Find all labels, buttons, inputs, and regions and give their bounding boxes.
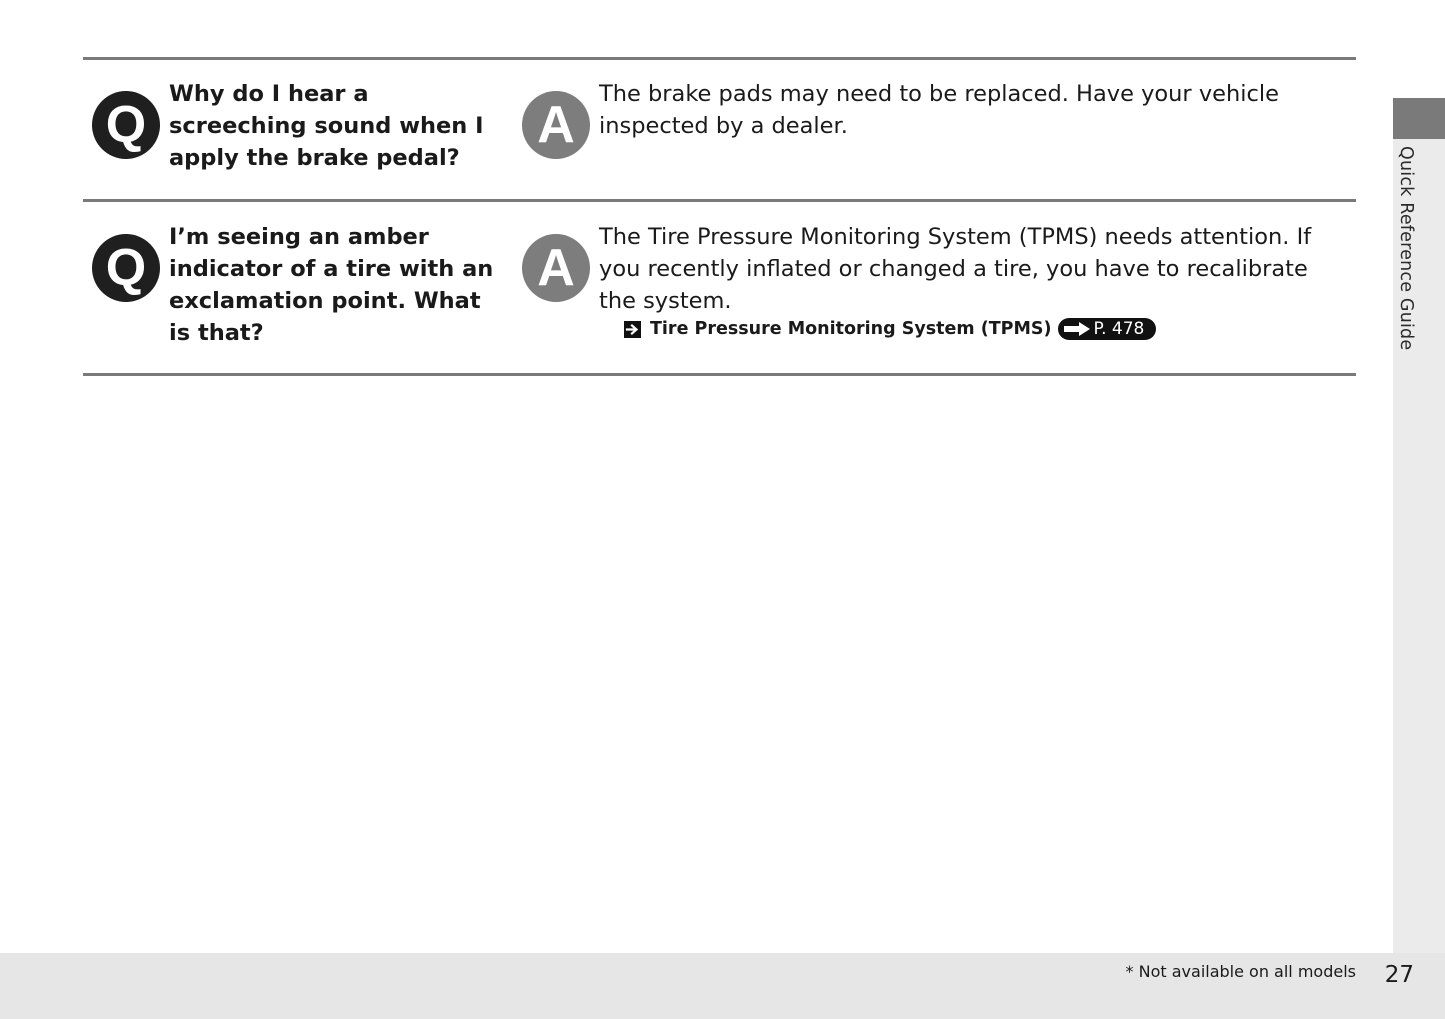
page-number: 27 xyxy=(1384,962,1414,988)
reference-page: P. 478 xyxy=(1093,319,1145,339)
tpms-cross-reference[interactable] xyxy=(624,316,1156,342)
page-arrow-icon xyxy=(1062,321,1092,337)
reference-label: Tire Pressure Monitoring System (TPMS) xyxy=(650,319,1052,339)
middle-divider xyxy=(83,199,1356,202)
bottom-divider xyxy=(83,373,1356,376)
side-tab-marker xyxy=(1393,98,1445,139)
top-divider xyxy=(83,57,1356,60)
footnote: * Not available on all models xyxy=(1125,962,1356,981)
page-reference-link[interactable] xyxy=(1058,318,1157,340)
question-badge-1: Q xyxy=(92,91,160,159)
cross-reference-icon xyxy=(624,321,641,338)
answer-badge-2: A xyxy=(522,234,590,302)
question-1: Why do I hear a screeching sound when I apply the brake pedal? xyxy=(169,81,484,171)
side-tab-label: Quick Reference Guide xyxy=(1396,146,1416,351)
answer-2: The Tire Pressure Monitoring System (TPMS) needs attention. If you recently inflated or changed a tire, you have to recalibrate the system. xyxy=(599,224,1312,314)
answer-1: The brake pads may need to be replaced. Have your vehicle inspected by a dealer. xyxy=(599,81,1279,139)
question-badge-2: Q xyxy=(92,234,160,302)
question-2: I’m seeing an amber indicator of a tire with an exclamation point. What is that? xyxy=(169,224,494,346)
answer-badge-1: A xyxy=(522,91,590,159)
